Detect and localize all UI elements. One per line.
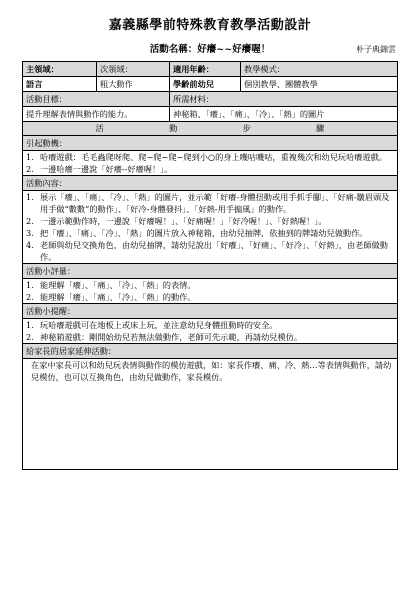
blank-space	[23, 383, 397, 469]
steps-header-char: 活	[95, 123, 104, 133]
goal-material-value-row	[23, 107, 397, 122]
item-text: 把「癢」、「痛」、「冷」、「熱」的圖片放入神秘箱，由幼兒抽牌，依抽到的牌請幼兒做動作。	[40, 228, 368, 238]
item-number: 1.	[26, 280, 34, 290]
section-reminders	[23, 304, 397, 344]
list-item	[23, 279, 397, 291]
list-item	[23, 151, 397, 163]
goal-label: 活動目標：	[26, 94, 67, 104]
steps-header-row	[23, 122, 397, 136]
item-text: 玩哈癢遊戲可在地板上或床上玩，並注意幼兒身體扭動時的安全。	[40, 320, 278, 330]
subtitle-row	[22, 41, 398, 59]
subdomain-label: 次領域：	[96, 62, 169, 76]
material-label: 所需材料：	[169, 92, 397, 106]
activity-name: 活動名稱：好癢~~好癢喔！	[149, 44, 271, 55]
item-text: 一邊哈癢一邊說「好癢--好癢喔！」。	[40, 164, 173, 174]
item-number: 4.	[26, 240, 34, 250]
list-item	[23, 239, 397, 263]
steps-header-char: 動	[169, 123, 178, 133]
section-title: 活動內容：	[23, 176, 397, 191]
item-text: 展示「癢」、「痛」、「冷」、「熱」的圖片，並示範「好癢-身體扭動或用手抓手腳」、「好痛-皺眉頭及用手做“數數”的動作」、「好冷-身體發抖」、「好熱-用手搧風」的動作。	[40, 192, 390, 214]
list-item	[23, 319, 397, 331]
item-number: 1.	[26, 320, 34, 330]
section-content	[23, 176, 397, 264]
list-item	[23, 227, 397, 239]
goal-value: 提升理解表情與動作的能力。	[26, 109, 133, 119]
list-item	[23, 215, 397, 227]
section-title: 活動小提醒：	[23, 304, 397, 319]
document-page	[22, 18, 398, 470]
age-value: 學齡前幼兒	[169, 77, 240, 91]
list-item	[23, 191, 397, 215]
section-motivation	[23, 136, 397, 176]
item-number: 3.	[26, 228, 34, 238]
list-item	[23, 359, 397, 383]
lesson-plan-table	[22, 61, 398, 470]
section-assessment	[23, 264, 397, 304]
item-text: 老師與幼兒交換角色，由幼兒抽牌，請幼兒說出「好癢」、「好痛」、「好冷」、「好熱」，由老師做動作。	[40, 240, 388, 262]
item-text: 神秘箱遊戲：剛開始幼兒若無法做動作，老師可先示範，再請幼兒模仿。	[40, 332, 303, 342]
item-text: 在家中家長可以和幼兒玩表情與動作的模仿遊戲，如：家長作癢、痛、冷、熱…等表情與動作，請幼兒模仿，也可以互換角色，由幼兒做動作，家長模仿。	[31, 360, 392, 382]
item-text: 哈癢遊戲：毛毛蟲爬呀爬、爬~爬~爬~爬到小○的身上嘰咕嘰咕，重複幾次和幼兒玩哈癢遊戲。	[40, 152, 388, 162]
section-title: 給家長的居家延伸活動：	[23, 344, 397, 359]
item-number: 1.	[26, 192, 34, 202]
domain-value: 語言	[26, 79, 43, 89]
age-label: 適用年齡：	[169, 62, 240, 76]
item-number: 2.	[26, 216, 34, 226]
document-title: 嘉義縣學前特殊教育教學活動設計	[108, 18, 312, 33]
info-value-row	[23, 77, 397, 92]
item-text: 能理解「癢」、「痛」、「冷」、「熱」的動作。	[40, 292, 196, 302]
goal-material-label-row	[23, 92, 397, 107]
item-number: 2.	[26, 164, 34, 174]
list-item	[23, 291, 397, 303]
list-item	[23, 331, 397, 343]
item-text: 能理解「癢」、「痛」、「冷」、「熱」的表情。	[40, 280, 196, 290]
item-text: 一邊示範動作時，一邊說「好癢喔！」、「好痛喔！」「好冷喔！」、「好熱喔！」。	[40, 216, 327, 226]
mode-value: 個別教學、團體教學	[240, 77, 397, 91]
material-value: 神秘箱、「癢」、「痛」、「冷」、「熱」的圖片	[169, 107, 397, 121]
steps-header-char: 驟	[316, 123, 325, 133]
info-label-row	[23, 62, 397, 77]
section-title: 活動小評量：	[23, 264, 397, 279]
domain-label: 主領域：	[26, 64, 59, 74]
section-title: 引起動機：	[23, 136, 397, 151]
section-home-extension	[23, 344, 397, 469]
mode-label: 教學模式：	[240, 62, 397, 76]
steps-header-char: 步	[242, 123, 251, 133]
subdomain-value: 粗大動作	[96, 77, 169, 91]
item-number: 2.	[26, 292, 34, 302]
list-item	[23, 163, 397, 175]
author-name: 朴子典錦雲	[356, 45, 396, 54]
item-number: 1.	[26, 152, 34, 162]
steps-header	[23, 122, 397, 135]
item-number: 2.	[26, 332, 34, 342]
